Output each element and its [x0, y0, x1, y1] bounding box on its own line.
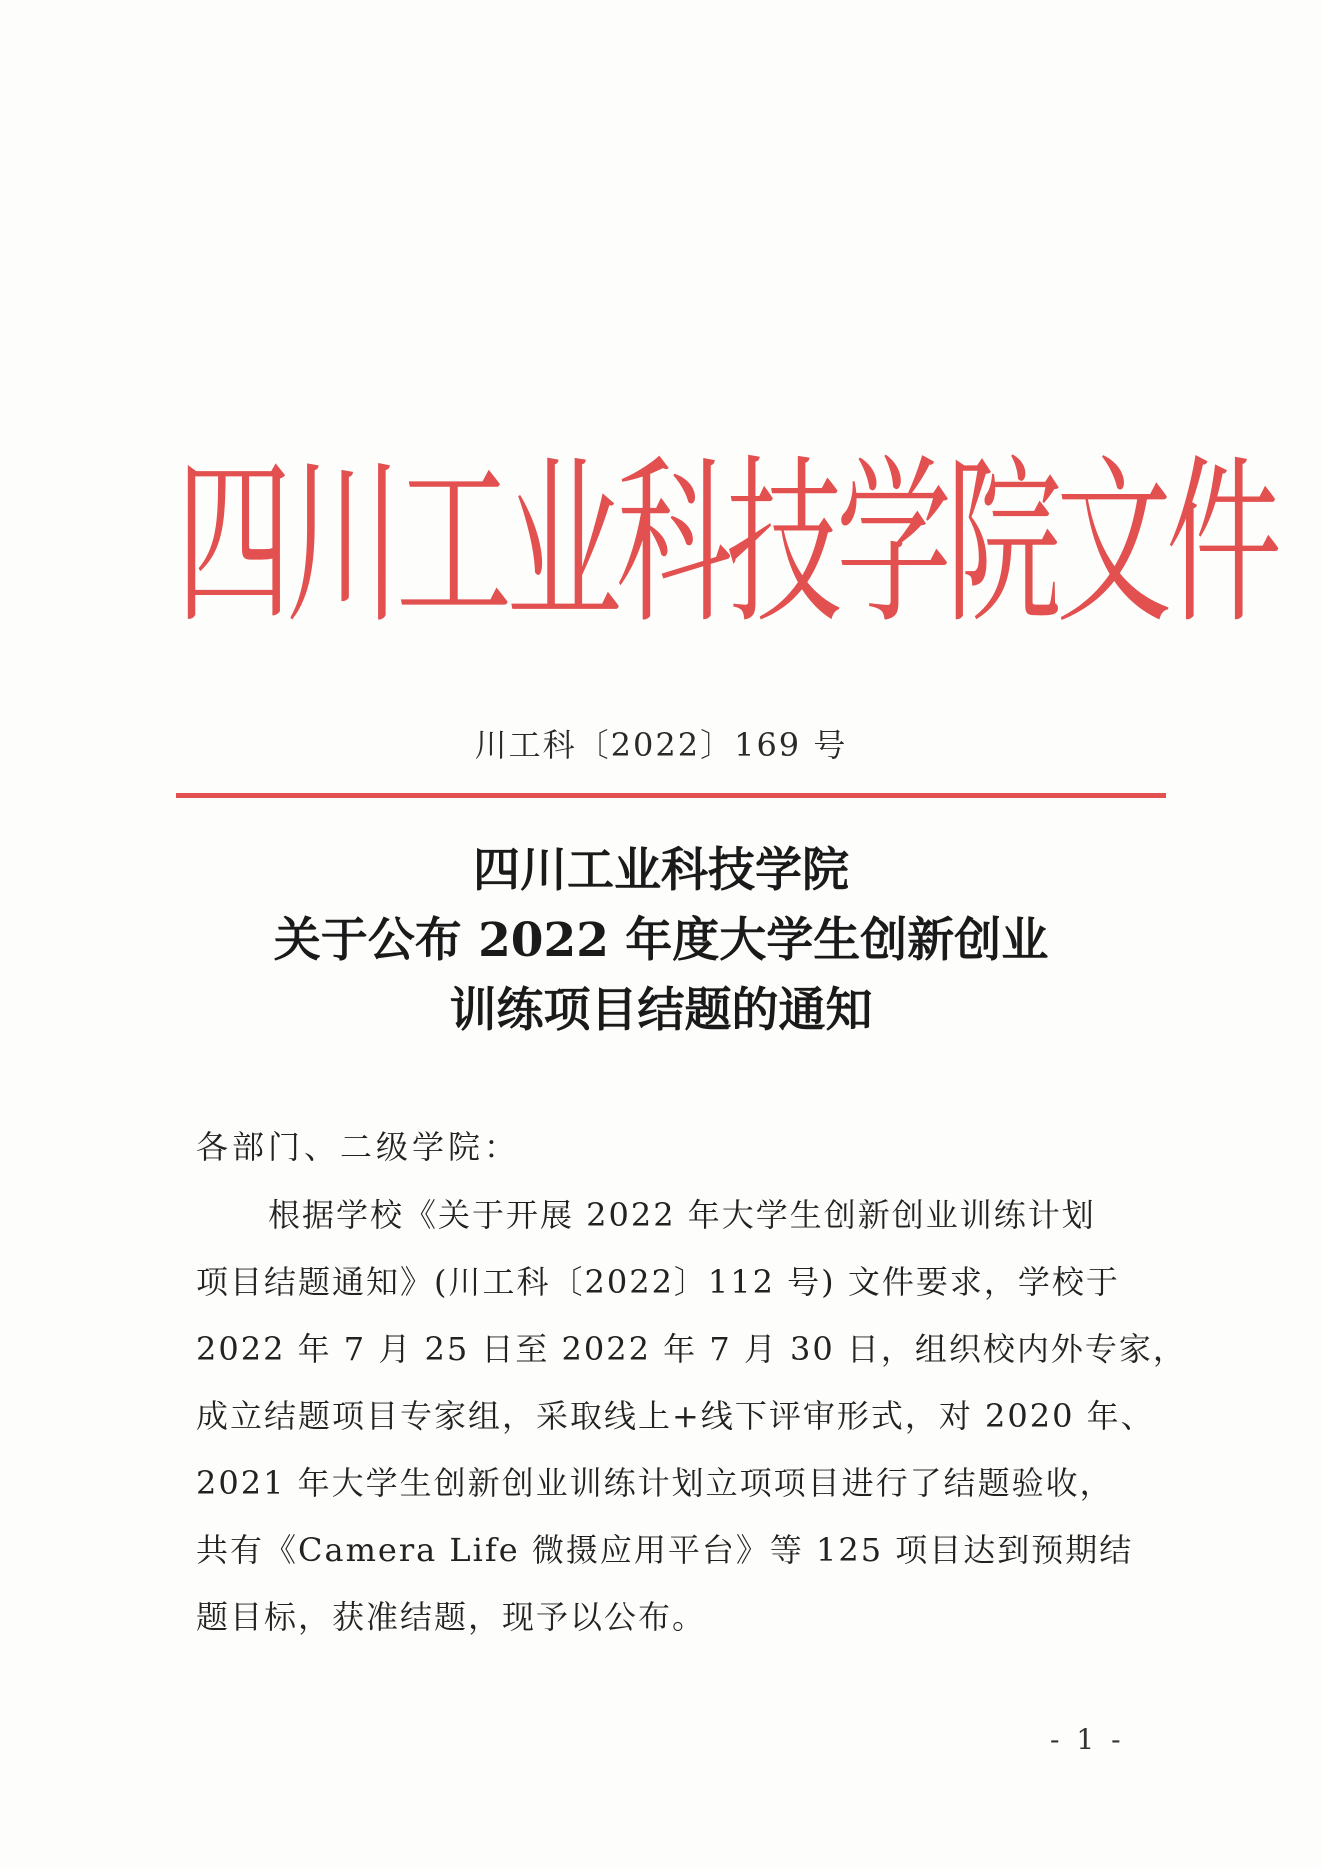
red-divider-line: [176, 793, 1166, 798]
body-line: 根据学校《关于开展 2022 年大学生创新创业训练计划: [268, 1196, 1096, 1234]
body-line: 2022 年 7 月 25 日至 2022 年 7 月 30 日，组织校内外专家，: [196, 1330, 1187, 1368]
body-line: 成立结题项目专家组，采取线上+线下评审形式，对 2020 年、: [196, 1397, 1155, 1435]
body-line: 共有《Camera Life 微摄应用平台》等 125 项目达到预期结: [196, 1531, 1134, 1569]
document-number: 川工科〔2022〕169 号: [474, 726, 848, 764]
notice-title-line-2: 关于公布 2022 年度大学生创新创业: [273, 913, 1049, 968]
notice-title-line-3: 训练项目结题的通知: [449, 983, 873, 1038]
page-number: - 1 -: [1050, 1723, 1125, 1756]
body-paragraph: [196, 1182, 1187, 1651]
notice-title-line-1: 四川工业科技学院: [473, 843, 849, 898]
body-line: 2021 年大学生创新创业训练计划立项项目进行了结题验收，: [196, 1464, 1114, 1502]
body-line: 项目结题通知》(川工科〔2022〕112 号) 文件要求，学校于: [196, 1263, 1120, 1301]
salutation: 各部门、二级学院：: [196, 1128, 521, 1166]
body-line: 题目标，获准结题，现予以公布。: [196, 1598, 707, 1636]
notice-title: [0, 836, 1322, 1046]
red-header-title: 四川工业科技学院文件: [176, 439, 1276, 649]
